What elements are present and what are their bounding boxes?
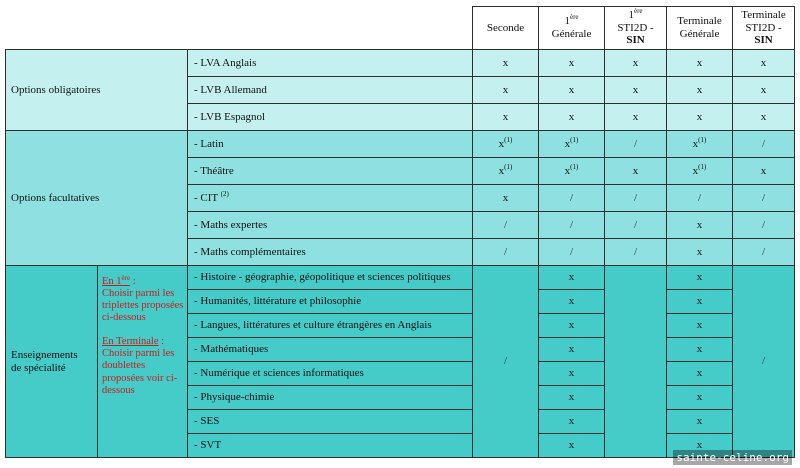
cell-value: x (733, 77, 795, 104)
cell-value-term-sti2d-merged: / (733, 266, 795, 458)
cell-value: $x^{(1)}$ (539, 131, 605, 158)
cell-value: x (473, 104, 539, 131)
row-label: - Numérique et sciences informatiques (188, 362, 473, 386)
options-table (5, 6, 795, 458)
table-row (6, 266, 795, 290)
cell-value: x (605, 104, 667, 131)
group-label-specialite: Enseignements de spécialité (6, 266, 98, 458)
cell-value: / (733, 185, 795, 212)
row-label: - SVT (188, 434, 473, 458)
cell-value: x (667, 362, 733, 386)
cell-value: x (667, 77, 733, 104)
col-header-1ere-sti2d: 1ère STI2D - SIN (605, 7, 667, 50)
cell-value: / (605, 239, 667, 266)
cell-value-seconde-merged: / (473, 266, 539, 458)
row-label: - LVA Anglais (188, 50, 473, 77)
specialite-instructions: En 1ère : Choisir parmi les triplettes proposées ci-dessous En Terminale : Choisir parmi les doublettes proposées voir ci-dessous (98, 266, 188, 458)
cell-value: / (539, 212, 605, 239)
row-label: - Mathématiques (188, 338, 473, 362)
cell-value: x (473, 50, 539, 77)
cell-value: $x^{(1)}$ (667, 158, 733, 185)
cell-value: / (733, 212, 795, 239)
cell-value: x (667, 239, 733, 266)
cell-value: / (605, 212, 667, 239)
cell-value: x (539, 50, 605, 77)
row-label: - Humanités, littérature et philosophie (188, 290, 473, 314)
header-row (6, 7, 795, 50)
row-label: - Physique-chimie (188, 386, 473, 410)
cell-value: x (667, 410, 733, 434)
cell-value: x (667, 212, 733, 239)
cell-value: x (539, 362, 605, 386)
cell-value: x (605, 50, 667, 77)
row-label: - Langues, littératures et culture étrangères en Anglais (188, 314, 473, 338)
row-label: - CIT $^{(2)}$ (188, 185, 473, 212)
cell-value: x (539, 314, 605, 338)
cell-value: x (733, 104, 795, 131)
row-label: - SES (188, 410, 473, 434)
cell-value: x (539, 77, 605, 104)
cell-value: / (473, 212, 539, 239)
header-blank (6, 7, 473, 50)
cell-value: x (733, 158, 795, 185)
cell-value-sti2d-merged (605, 266, 667, 458)
cell-value: / (473, 239, 539, 266)
row-label: - LVB Espagnol (188, 104, 473, 131)
cell-value: x (667, 386, 733, 410)
cell-value: $x^{(1)}$ (539, 158, 605, 185)
cell-value: x (473, 185, 539, 212)
cell-value: $x^{(1)}$ (473, 158, 539, 185)
row-label: - Maths complémentaires (188, 239, 473, 266)
row-label: - Latin (188, 131, 473, 158)
cell-value: x (539, 104, 605, 131)
row-label: - Histoire - géographie, géopolitique et sciences politiques (188, 266, 473, 290)
cell-value: / (733, 131, 795, 158)
cell-value: / (539, 239, 605, 266)
cell-value: x (605, 158, 667, 185)
cell-value: x (539, 290, 605, 314)
cell-value: x (667, 434, 733, 458)
cell-value: x (667, 338, 733, 362)
cell-value: x (667, 314, 733, 338)
cell-value: x (733, 50, 795, 77)
cell-value: / (539, 185, 605, 212)
row-label: - Théâtre (188, 158, 473, 185)
group-label-obligatoires: Options obligatoires (6, 50, 188, 131)
row-label: - Maths expertes (188, 212, 473, 239)
col-header-seconde: Seconde (473, 7, 539, 50)
cell-value: x (605, 77, 667, 104)
cell-value: x (539, 434, 605, 458)
cell-value: x (539, 410, 605, 434)
table-row (6, 131, 795, 158)
cell-value: $x^{(1)}$ (667, 131, 733, 158)
col-header-1ere-generale: 1ère Générale (539, 7, 605, 50)
cell-value: x (667, 104, 733, 131)
cell-value: x (473, 77, 539, 104)
table-row (6, 50, 795, 77)
watermark: sainte-celine.org (673, 450, 792, 465)
row-label: - LVB Allemand (188, 77, 473, 104)
col-header-terminale-generale: Terminale Générale (667, 7, 733, 50)
cell-value: / (605, 185, 667, 212)
cell-value: / (667, 185, 733, 212)
cell-value: $x^{(1)}$ (473, 131, 539, 158)
group-label-facultatives: Options facultatives (6, 131, 188, 266)
cell-value: x (539, 338, 605, 362)
cell-value: x (667, 290, 733, 314)
cell-value: x (539, 266, 605, 290)
col-header-terminale-sti2d: Terminale STI2D - SIN (733, 7, 795, 50)
cell-value: / (605, 131, 667, 158)
cell-value: x (667, 50, 733, 77)
cell-value: x (539, 386, 605, 410)
cell-value: / (733, 239, 795, 266)
cell-value: x (667, 266, 733, 290)
